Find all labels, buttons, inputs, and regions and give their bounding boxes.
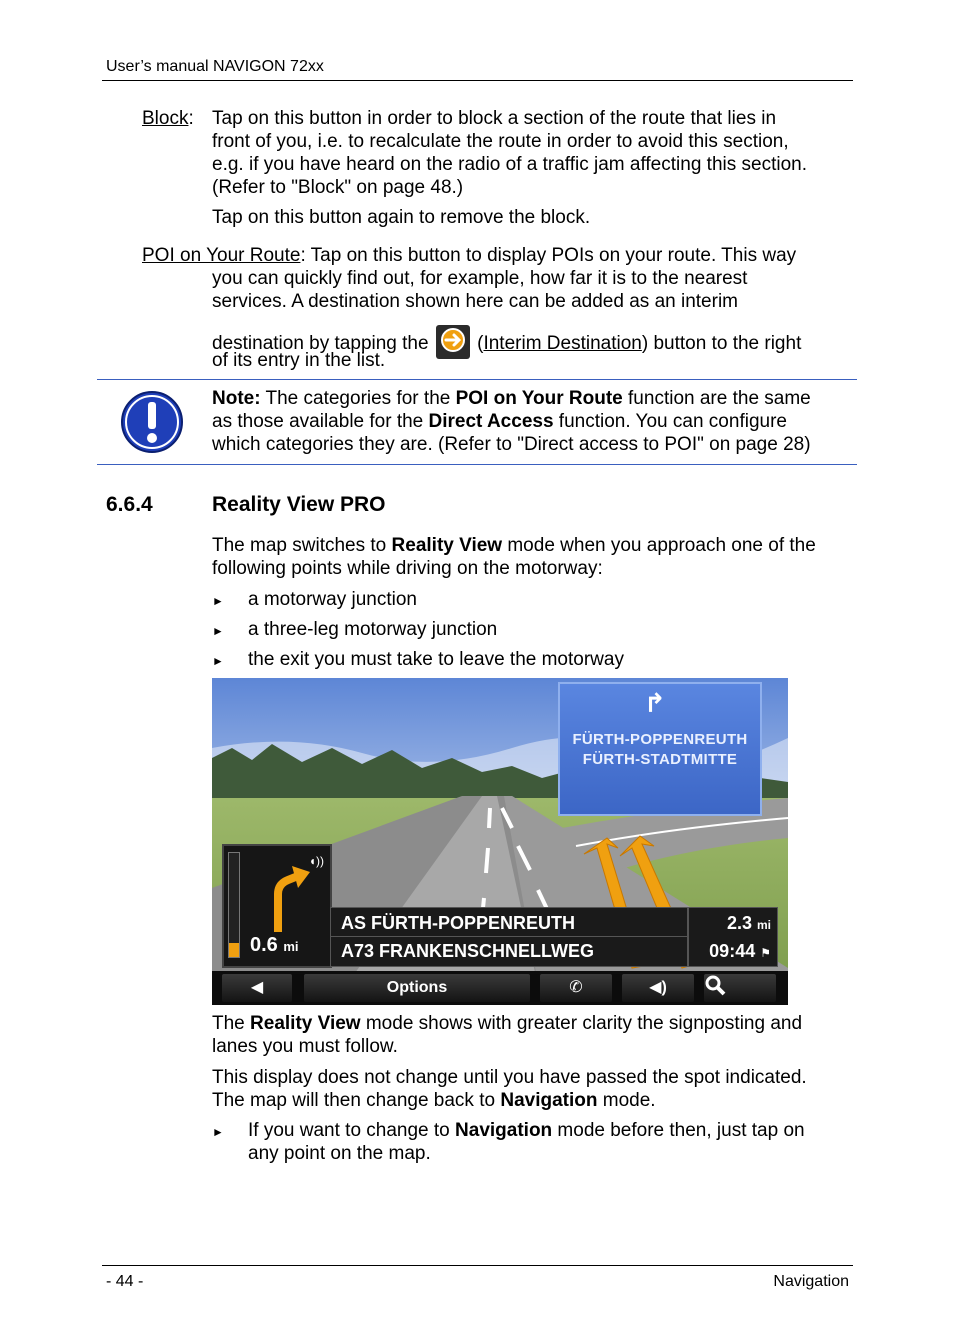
bullet-text: the exit you must take to leave the motorway (248, 649, 624, 670)
bullet-arrow-icon: ► (212, 624, 224, 638)
distance-to-turn (250, 934, 299, 958)
after-bullet-t2: mode before then, just tap on (552, 1120, 805, 1141)
turn-right-icon (264, 864, 314, 934)
section-title: Reality View PRO (212, 493, 386, 516)
block-colon: : (188, 108, 194, 129)
section-number: 6.6.4 (106, 493, 153, 516)
after-t1: The (212, 1013, 251, 1034)
block-line-4: (Refer to "Block" on page 48.) (212, 177, 464, 198)
note-t3: as those available for the (212, 411, 429, 432)
poi-line-4-b: ) button to the right (641, 333, 802, 354)
note-line-1 (212, 387, 852, 410)
footer-section: Navigation (773, 1273, 849, 1290)
after-bullet-b1: Navigation (455, 1120, 553, 1141)
reality-view-screenshot (212, 678, 788, 1005)
remaining-value: 2.3 (726, 913, 752, 933)
exit-arrow-icon: ↱ (644, 688, 666, 718)
intro-line-2: following points while driving on the motorway: (212, 558, 603, 579)
intro-paragraph (212, 534, 872, 580)
after-t6: mode. (597, 1090, 656, 1111)
note-text (212, 387, 852, 456)
street-name-2: A73 FRANKENSCHNELLWEG (341, 941, 595, 961)
note-t4: function. You can configure (553, 411, 787, 432)
after-b1: Reality View (250, 1013, 361, 1034)
bullet-item (212, 648, 624, 673)
volume-button[interactable] (622, 974, 694, 1002)
street-name-1: AS FÜRTH-POPPENREUTH (341, 913, 576, 933)
phone-button[interactable] (540, 974, 612, 1002)
block-remove-text: Tap on this button again to remove the block. (212, 207, 591, 228)
bullet-text: a three-leg motorway junction (248, 619, 498, 640)
after-line-2: lanes you must follow. (212, 1036, 398, 1057)
poi-line-5: of its entry in the list. (212, 350, 386, 371)
block-term (142, 107, 194, 130)
back-button[interactable] (222, 974, 292, 1002)
search-icon (704, 974, 726, 996)
bullet-arrow-icon: ► (212, 1125, 224, 1139)
trip-info-box (688, 907, 778, 967)
exclamation-icon (120, 390, 184, 454)
distance-unit: mi (283, 939, 299, 954)
street-divider (331, 936, 687, 937)
poi-line-1 (142, 244, 842, 267)
speaker-icon: ◀) (649, 979, 667, 996)
footer-rule (102, 1265, 853, 1266)
block-line-3: e.g. if you have heard on the radio of a traffic jam affecting this section. (212, 154, 807, 175)
intro-line-1 (212, 534, 872, 557)
after-line-1 (212, 1012, 872, 1035)
note-line-3: which categories they are. (Refer to "Direct access to POI" on page 28) (212, 434, 811, 455)
sign-line-1: FÜRTH-POPPENREUTH (572, 731, 748, 748)
flag-icon: ⚑ (760, 946, 771, 960)
poi-line-2: you can quickly find out, for example, how far it is to the nearest (212, 268, 748, 289)
intro-t2: mode when you approach one of the (502, 535, 816, 556)
page-number: - 44 - (106, 1273, 144, 1290)
block-line-1: Tap on this button in order to block a section of the route that lies in (212, 108, 777, 129)
after-paragraph-2 (212, 1066, 872, 1112)
after-bullet-t1: If you want to change to (248, 1120, 456, 1141)
poi-paren-open: ( (477, 333, 484, 354)
direction-sign (558, 682, 762, 816)
after-t2: mode shows with greater clarity the signposting and (360, 1013, 803, 1034)
after-bullet-line-2: any point on the map. (248, 1143, 431, 1164)
note-b2: Direct Access (428, 411, 554, 432)
after-line-3: This display does not change until you have passed the spot indicated. (212, 1067, 807, 1088)
poi-line-4-a: destination by tapping the (212, 333, 429, 354)
intro-b1: Reality View (391, 535, 503, 556)
bottom-toolbar (212, 971, 788, 1005)
bullet-item (212, 618, 498, 643)
block-description (212, 107, 852, 199)
after-b2: Navigation (500, 1090, 598, 1111)
after-paragraph-1 (212, 1012, 872, 1058)
poi-line-3: services. A destination shown here can be added as an interim (212, 291, 738, 312)
bullet-arrow-icon: ► (212, 594, 224, 608)
bullet-text: a motorway junction (248, 589, 417, 610)
note-label: Note: (212, 388, 261, 409)
bullet-item (212, 588, 417, 613)
remaining-unit: mi (756, 918, 771, 932)
distance-value: 0.6 (250, 934, 278, 956)
block-line-2: front of you, i.e. to recalculate the route in order to avoid this section, (212, 131, 789, 152)
sign-line-2: FÜRTH-STADTMITTE (582, 751, 738, 768)
distance-bar (228, 852, 240, 958)
poi-line-1-rest: : Tap on this button to display POIs on your route. This way (300, 245, 797, 266)
note-b1: POI on Your Route (455, 388, 623, 409)
header-rule (102, 80, 853, 81)
after-bullet-text (248, 1119, 868, 1165)
options-button[interactable]: Options (304, 974, 530, 1002)
back-arrow-icon: ◀ (250, 979, 264, 996)
bullet-item (212, 1119, 224, 1144)
block-label: Block (142, 108, 189, 129)
phone-icon: ✆ (569, 979, 583, 996)
after-t5: The map will then change back to (212, 1090, 501, 1111)
note-t2: function are the same (622, 388, 811, 409)
intro-t1: The map switches to (212, 535, 392, 556)
note-top-rule (97, 379, 857, 380)
interim-destination-link: Interim Destination (483, 333, 642, 354)
signal-icon: ◖)) (308, 854, 324, 868)
distance-bar-fill (229, 943, 239, 957)
search-button[interactable] (704, 974, 776, 1002)
note-line-2 (212, 410, 852, 433)
maneuver-panel[interactable] (222, 844, 332, 968)
running-header: User’s manual NAVIGON 72xx (106, 58, 324, 75)
poi-label: POI on Your Route (142, 245, 301, 266)
arrival-time (709, 940, 771, 965)
arrival-value: 09:44 (709, 941, 756, 961)
note-t1: The categories for the (260, 388, 456, 409)
note-bottom-rule (97, 464, 857, 465)
after-line-4 (212, 1089, 872, 1112)
remaining-distance (727, 912, 771, 937)
after-bullet-line-1 (248, 1119, 868, 1142)
street-info-bar (330, 907, 688, 967)
bullet-arrow-icon: ► (212, 654, 224, 668)
